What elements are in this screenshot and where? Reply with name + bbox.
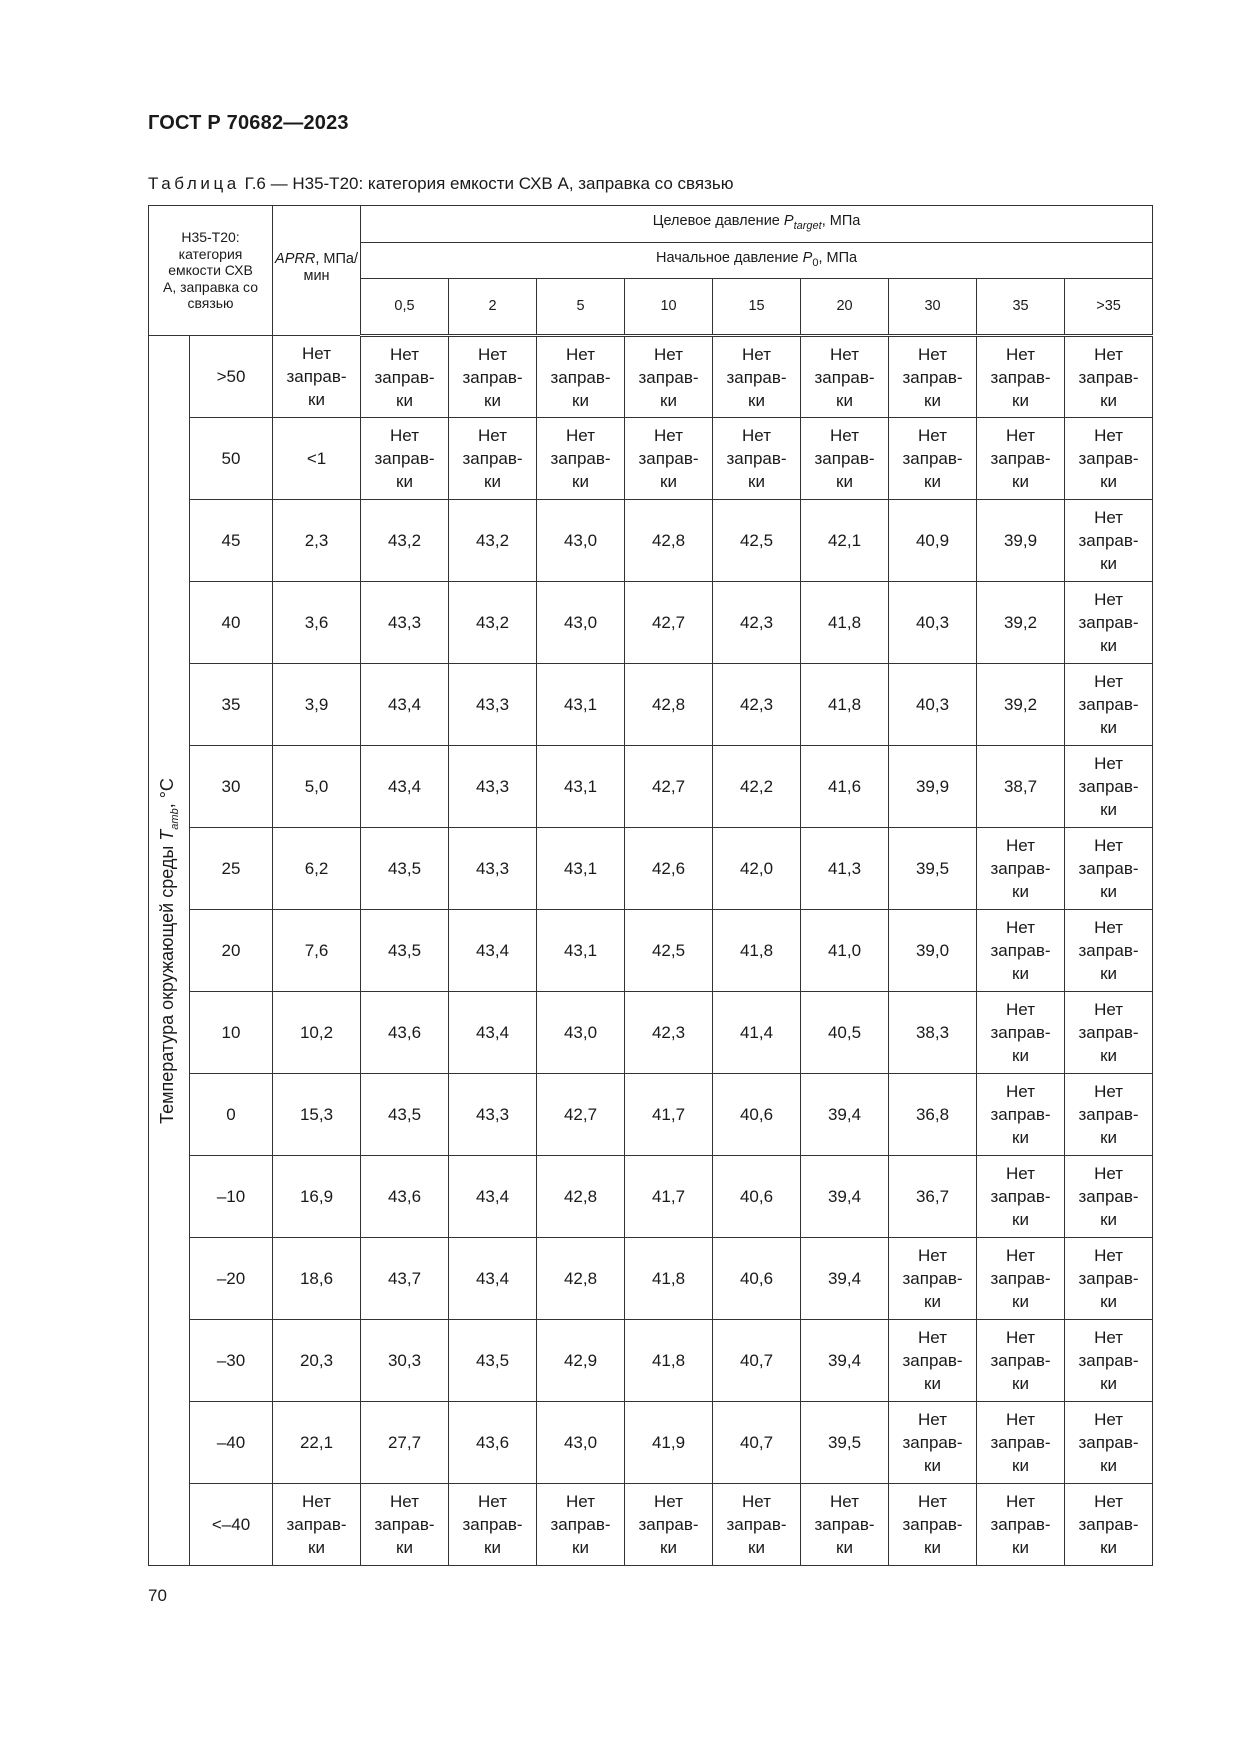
pressure-value-cell: 42,8	[537, 1156, 625, 1238]
pressure-value-cell: 40,3	[889, 664, 977, 746]
pressure-value-cell: Нет заправ- ки	[361, 418, 449, 500]
pressure-value-cell: Нет заправ- ки	[889, 1484, 977, 1566]
temperature-axis-cell	[149, 336, 190, 1566]
pressure-value-cell: 43,3	[449, 664, 537, 746]
aprr-header-cell	[273, 206, 361, 336]
pressure-value-cell: 41,6	[801, 746, 889, 828]
pressure-value-cell: 41,4	[713, 992, 801, 1074]
pressure-column-header: 35	[977, 279, 1065, 336]
pressure-value-cell: Нет заправ- ки	[1065, 664, 1153, 746]
page-number: 70	[148, 1586, 167, 1605]
pressure-value-cell: Нет заправ- ки	[713, 336, 801, 418]
target-pressure-suffix: , МПа	[821, 213, 861, 230]
aprr-value: 6,2	[273, 828, 361, 910]
table-row	[149, 582, 1153, 664]
table-row	[149, 336, 1153, 418]
pressure-value-cell: 30,3	[361, 1320, 449, 1402]
pressure-value-cell: 43,4	[449, 1156, 537, 1238]
pressure-value-cell: Нет заправ- ки	[889, 1320, 977, 1402]
pressure-value-cell: Нет заправ- ки	[361, 336, 449, 418]
pressure-value-cell: 36,8	[889, 1074, 977, 1156]
pressure-value-cell: 39,4	[801, 1238, 889, 1320]
pressure-value-cell: 43,3	[361, 582, 449, 664]
table-caption	[148, 174, 733, 194]
pressure-value-cell: Нет заправ- ки	[1065, 828, 1153, 910]
pressure-value-cell: 42,7	[625, 582, 713, 664]
pressure-value-cell: 42,5	[713, 500, 801, 582]
aprr-value: Нет заправ- ки	[273, 336, 361, 418]
pressure-value-cell: Нет заправ- ки	[449, 1484, 537, 1566]
pressure-value-cell: 39,2	[977, 582, 1065, 664]
pressure-value-cell: Нет заправ- ки	[537, 418, 625, 500]
pressure-value-cell: Нет заправ- ки	[977, 1320, 1065, 1402]
caption-label: Таблица	[148, 174, 240, 193]
pressure-value-cell: Нет заправ- ки	[889, 336, 977, 418]
pressure-value-cell: 43,3	[449, 1074, 537, 1156]
pressure-value-cell: 42,6	[625, 828, 713, 910]
pressure-value-cell: 39,4	[801, 1074, 889, 1156]
pressure-value-cell: 41,8	[801, 582, 889, 664]
pressure-value-cell: Нет заправ- ки	[977, 418, 1065, 500]
pressure-value-cell: 43,1	[537, 664, 625, 746]
aprr-value: 22,1	[273, 1402, 361, 1484]
initial-pressure-suffix: , МПа	[818, 249, 858, 266]
pressure-value-cell: Нет заправ- ки	[537, 1484, 625, 1566]
pressure-value-cell: Нет заправ- ки	[625, 1484, 713, 1566]
pressure-value-cell: Нет заправ- ки	[1065, 582, 1153, 664]
pressure-value-cell: 41,8	[801, 664, 889, 746]
pressure-value-cell: 43,2	[361, 500, 449, 582]
pressure-value-cell: 40,6	[713, 1238, 801, 1320]
pressure-value-cell: 42,8	[625, 664, 713, 746]
aprr-value: 10,2	[273, 992, 361, 1074]
aprr-value: Нет заправ- ки	[273, 1484, 361, 1566]
pressure-value-cell: 40,7	[713, 1402, 801, 1484]
pressure-value-cell: 43,3	[449, 828, 537, 910]
pressure-value-cell: 43,0	[537, 500, 625, 582]
temperature-value: –10	[190, 1156, 273, 1238]
pressure-value-cell: Нет заправ- ки	[449, 418, 537, 500]
pressure-value-cell: 42,8	[625, 500, 713, 582]
pressure-value-cell: Нет заправ- ки	[977, 910, 1065, 992]
pressure-value-cell: Нет заправ- ки	[361, 1484, 449, 1566]
initial-pressure-sub: 0	[812, 256, 819, 269]
pressure-value-cell: 43,0	[537, 1402, 625, 1484]
pressure-value-cell: Нет заправ- ки	[977, 1238, 1065, 1320]
aprr-value: 7,6	[273, 910, 361, 992]
pressure-value-cell: Нет заправ- ки	[1065, 418, 1153, 500]
target-pressure-sub: target	[793, 219, 822, 232]
aprr-value: <1	[273, 418, 361, 500]
pressure-value-cell: Нет заправ- ки	[1065, 1074, 1153, 1156]
table-row	[149, 992, 1153, 1074]
pressure-value-cell: 42,9	[537, 1320, 625, 1402]
pressure-value-cell: 39,0	[889, 910, 977, 992]
aprr-value: 18,6	[273, 1238, 361, 1320]
pressure-value-cell: 43,0	[537, 582, 625, 664]
temperature-value: –40	[190, 1402, 273, 1484]
pressure-column-header: 5	[537, 279, 625, 336]
temperature-axis-label	[157, 778, 181, 1124]
temperature-axis-symbol: T	[157, 829, 178, 841]
pressure-value-cell: 42,3	[713, 664, 801, 746]
pressure-value-cell: Нет заправ- ки	[1065, 1402, 1153, 1484]
pressure-value-cell: Нет заправ- ки	[889, 1402, 977, 1484]
aprr-value: 20,3	[273, 1320, 361, 1402]
pressure-value-cell: Нет заправ- ки	[1065, 910, 1153, 992]
corner-header-cell	[149, 206, 273, 336]
temperature-value: 20	[190, 910, 273, 992]
temperature-value: 25	[190, 828, 273, 910]
temperature-value: >50	[190, 336, 273, 418]
pressure-value-cell: 39,9	[977, 500, 1065, 582]
pressure-value-cell: Нет заправ- ки	[977, 1074, 1065, 1156]
pressure-value-cell: 42,5	[625, 910, 713, 992]
pressure-value-cell: 43,2	[449, 582, 537, 664]
target-pressure-prefix: Целевое давление	[652, 213, 784, 230]
pressure-value-cell: Нет заправ- ки	[1065, 1484, 1153, 1566]
table-row	[149, 828, 1153, 910]
temperature-value: 30	[190, 746, 273, 828]
pressure-value-cell: 43,7	[361, 1238, 449, 1320]
pressure-value-cell: Нет заправ- ки	[1065, 500, 1153, 582]
pressure-value-cell: 41,7	[625, 1156, 713, 1238]
pressure-value-cell: Нет заправ- ки	[537, 336, 625, 418]
refueling-table	[148, 205, 1153, 1566]
pressure-value-cell: 43,6	[361, 992, 449, 1074]
pressure-value-cell: Нет заправ- ки	[977, 992, 1065, 1074]
table-row	[149, 1238, 1153, 1320]
pressure-value-cell: 38,3	[889, 992, 977, 1074]
aprr-unit: , МПа/мин	[303, 251, 358, 284]
pressure-value-cell: 43,4	[449, 910, 537, 992]
pressure-value-cell: Нет заправ- ки	[1065, 746, 1153, 828]
pressure-value-cell: Нет заправ- ки	[625, 418, 713, 500]
temperature-value: 10	[190, 992, 273, 1074]
pressure-value-cell: 43,1	[537, 910, 625, 992]
pressure-value-cell: Нет заправ- ки	[801, 1484, 889, 1566]
temperature-axis-sub: amb	[168, 807, 181, 830]
pressure-value-cell: Нет заправ- ки	[889, 1238, 977, 1320]
table-row	[149, 500, 1153, 582]
pressure-value-cell: Нет заправ- ки	[625, 336, 713, 418]
pressure-column-header: 20	[801, 279, 889, 336]
pressure-value-cell: Нет заправ- ки	[449, 336, 537, 418]
aprr-value: 15,3	[273, 1074, 361, 1156]
initial-pressure-prefix: Начальное давление	[656, 249, 803, 266]
pressure-value-cell: 43,1	[537, 828, 625, 910]
temperature-axis-prefix: Температура окружающей среды	[157, 840, 178, 1124]
pressure-value-cell: 40,9	[889, 500, 977, 582]
temperature-value: –30	[190, 1320, 273, 1402]
temperature-value: 35	[190, 664, 273, 746]
pressure-value-cell: Нет заправ- ки	[1065, 992, 1153, 1074]
pressure-value-cell: 43,4	[449, 1238, 537, 1320]
pressure-value-cell: 36,7	[889, 1156, 977, 1238]
pressure-value-cell: 43,3	[449, 746, 537, 828]
pressure-value-cell: 43,4	[361, 664, 449, 746]
table-row	[149, 418, 1153, 500]
table-row	[149, 1402, 1153, 1484]
temperature-value: <–40	[190, 1484, 273, 1566]
pressure-value-cell: 43,5	[361, 1074, 449, 1156]
pressure-value-cell: Нет заправ- ки	[889, 418, 977, 500]
pressure-value-cell: Нет заправ- ки	[977, 336, 1065, 418]
pressure-value-cell: 42,2	[713, 746, 801, 828]
pressure-value-cell: 43,0	[537, 992, 625, 1074]
pressure-value-cell: 39,5	[801, 1402, 889, 1484]
aprr-value: 3,9	[273, 664, 361, 746]
aprr-value: 2,3	[273, 500, 361, 582]
pressure-value-cell: 42,7	[625, 746, 713, 828]
pressure-value-cell: 39,4	[801, 1156, 889, 1238]
pressure-value-cell: 41,3	[801, 828, 889, 910]
pressure-value-cell: Нет заправ- ки	[801, 336, 889, 418]
document-header: ГОСТ Р 70682—2023	[148, 112, 349, 134]
pressure-value-cell: 39,4	[801, 1320, 889, 1402]
table-row	[149, 746, 1153, 828]
pressure-column-header: 30	[889, 279, 977, 336]
pressure-value-cell: Нет заправ- ки	[1065, 1320, 1153, 1402]
pressure-value-cell: 39,5	[889, 828, 977, 910]
pressure-value-cell: Нет заправ- ки	[977, 828, 1065, 910]
pressure-value-cell: 27,7	[361, 1402, 449, 1484]
table-row	[149, 1156, 1153, 1238]
pressure-value-cell: 40,3	[889, 582, 977, 664]
pressure-value-cell: 41,7	[625, 1074, 713, 1156]
pressure-value-cell: 41,8	[713, 910, 801, 992]
table-row	[149, 1320, 1153, 1402]
corner-header-label: Н35-Т20: категория емкости СХВ А, заправка со связью	[163, 229, 258, 312]
pressure-value-cell: 40,6	[713, 1156, 801, 1238]
pressure-value-cell: 43,6	[361, 1156, 449, 1238]
pressure-value-cell: 41,9	[625, 1402, 713, 1484]
pressure-column-header: 2	[449, 279, 537, 336]
pressure-value-cell: 41,0	[801, 910, 889, 992]
pressure-value-cell: 42,1	[801, 500, 889, 582]
pressure-value-cell: 41,8	[625, 1238, 713, 1320]
pressure-value-cell: 42,3	[713, 582, 801, 664]
pressure-value-cell: Нет заправ- ки	[1065, 1156, 1153, 1238]
pressure-value-cell: Нет заправ- ки	[977, 1156, 1065, 1238]
pressure-value-cell: 42,7	[537, 1074, 625, 1156]
aprr-symbol: APRR	[275, 251, 316, 267]
pressure-value-cell: 42,0	[713, 828, 801, 910]
pressure-value-cell: Нет заправ- ки	[977, 1402, 1065, 1484]
target-pressure-header	[361, 206, 1153, 243]
pressure-column-header: 0,5	[361, 279, 449, 336]
temperature-value: 50	[190, 418, 273, 500]
pressure-value-cell: Нет заправ- ки	[977, 1484, 1065, 1566]
pressure-value-cell: 40,6	[713, 1074, 801, 1156]
pressure-value-cell: 43,5	[361, 910, 449, 992]
pressure-column-header: 10	[625, 279, 713, 336]
pressure-value-cell: 43,4	[361, 746, 449, 828]
pressure-column-header: >35	[1065, 279, 1153, 336]
pressure-value-cell: 38,7	[977, 746, 1065, 828]
target-pressure-symbol: P	[783, 213, 794, 230]
temperature-axis-suffix: , °С	[157, 777, 178, 808]
pressure-value-cell: 42,8	[537, 1238, 625, 1320]
pressure-value-cell: 39,2	[977, 664, 1065, 746]
table-row	[149, 1074, 1153, 1156]
temperature-value: 45	[190, 500, 273, 582]
pressure-value-cell: 43,2	[449, 500, 537, 582]
pressure-value-cell: 43,5	[361, 828, 449, 910]
pressure-value-cell: 43,6	[449, 1402, 537, 1484]
pressure-value-cell: Нет заправ- ки	[713, 418, 801, 500]
temperature-value: 0	[190, 1074, 273, 1156]
pressure-value-cell: 39,9	[889, 746, 977, 828]
initial-pressure-header	[361, 243, 1153, 279]
pressure-value-cell: Нет заправ- ки	[713, 1484, 801, 1566]
pressure-value-cell: 41,8	[625, 1320, 713, 1402]
pressure-value-cell: Нет заправ- ки	[801, 418, 889, 500]
table-row	[149, 1484, 1153, 1566]
caption-text: Г.6 — Н35-Т20: категория емкости СХВ А, заправка со связью	[239, 174, 734, 193]
pressure-value-cell: 40,7	[713, 1320, 801, 1402]
temperature-value: 40	[190, 582, 273, 664]
pressure-column-header: 15	[713, 279, 801, 336]
temperature-value: –20	[190, 1238, 273, 1320]
aprr-value: 5,0	[273, 746, 361, 828]
table-row	[149, 910, 1153, 992]
table-row	[149, 664, 1153, 746]
pressure-value-cell: 42,3	[625, 992, 713, 1074]
aprr-value: 3,6	[273, 582, 361, 664]
pressure-value-cell: Нет заправ- ки	[1065, 1238, 1153, 1320]
pressure-value-cell: Нет заправ- ки	[1065, 336, 1153, 418]
pressure-value-cell: 43,4	[449, 992, 537, 1074]
pressure-value-cell: 43,5	[449, 1320, 537, 1402]
initial-pressure-symbol: P	[802, 249, 813, 266]
pressure-value-cell: 40,5	[801, 992, 889, 1074]
pressure-value-cell: 43,1	[537, 746, 625, 828]
aprr-value: 16,9	[273, 1156, 361, 1238]
